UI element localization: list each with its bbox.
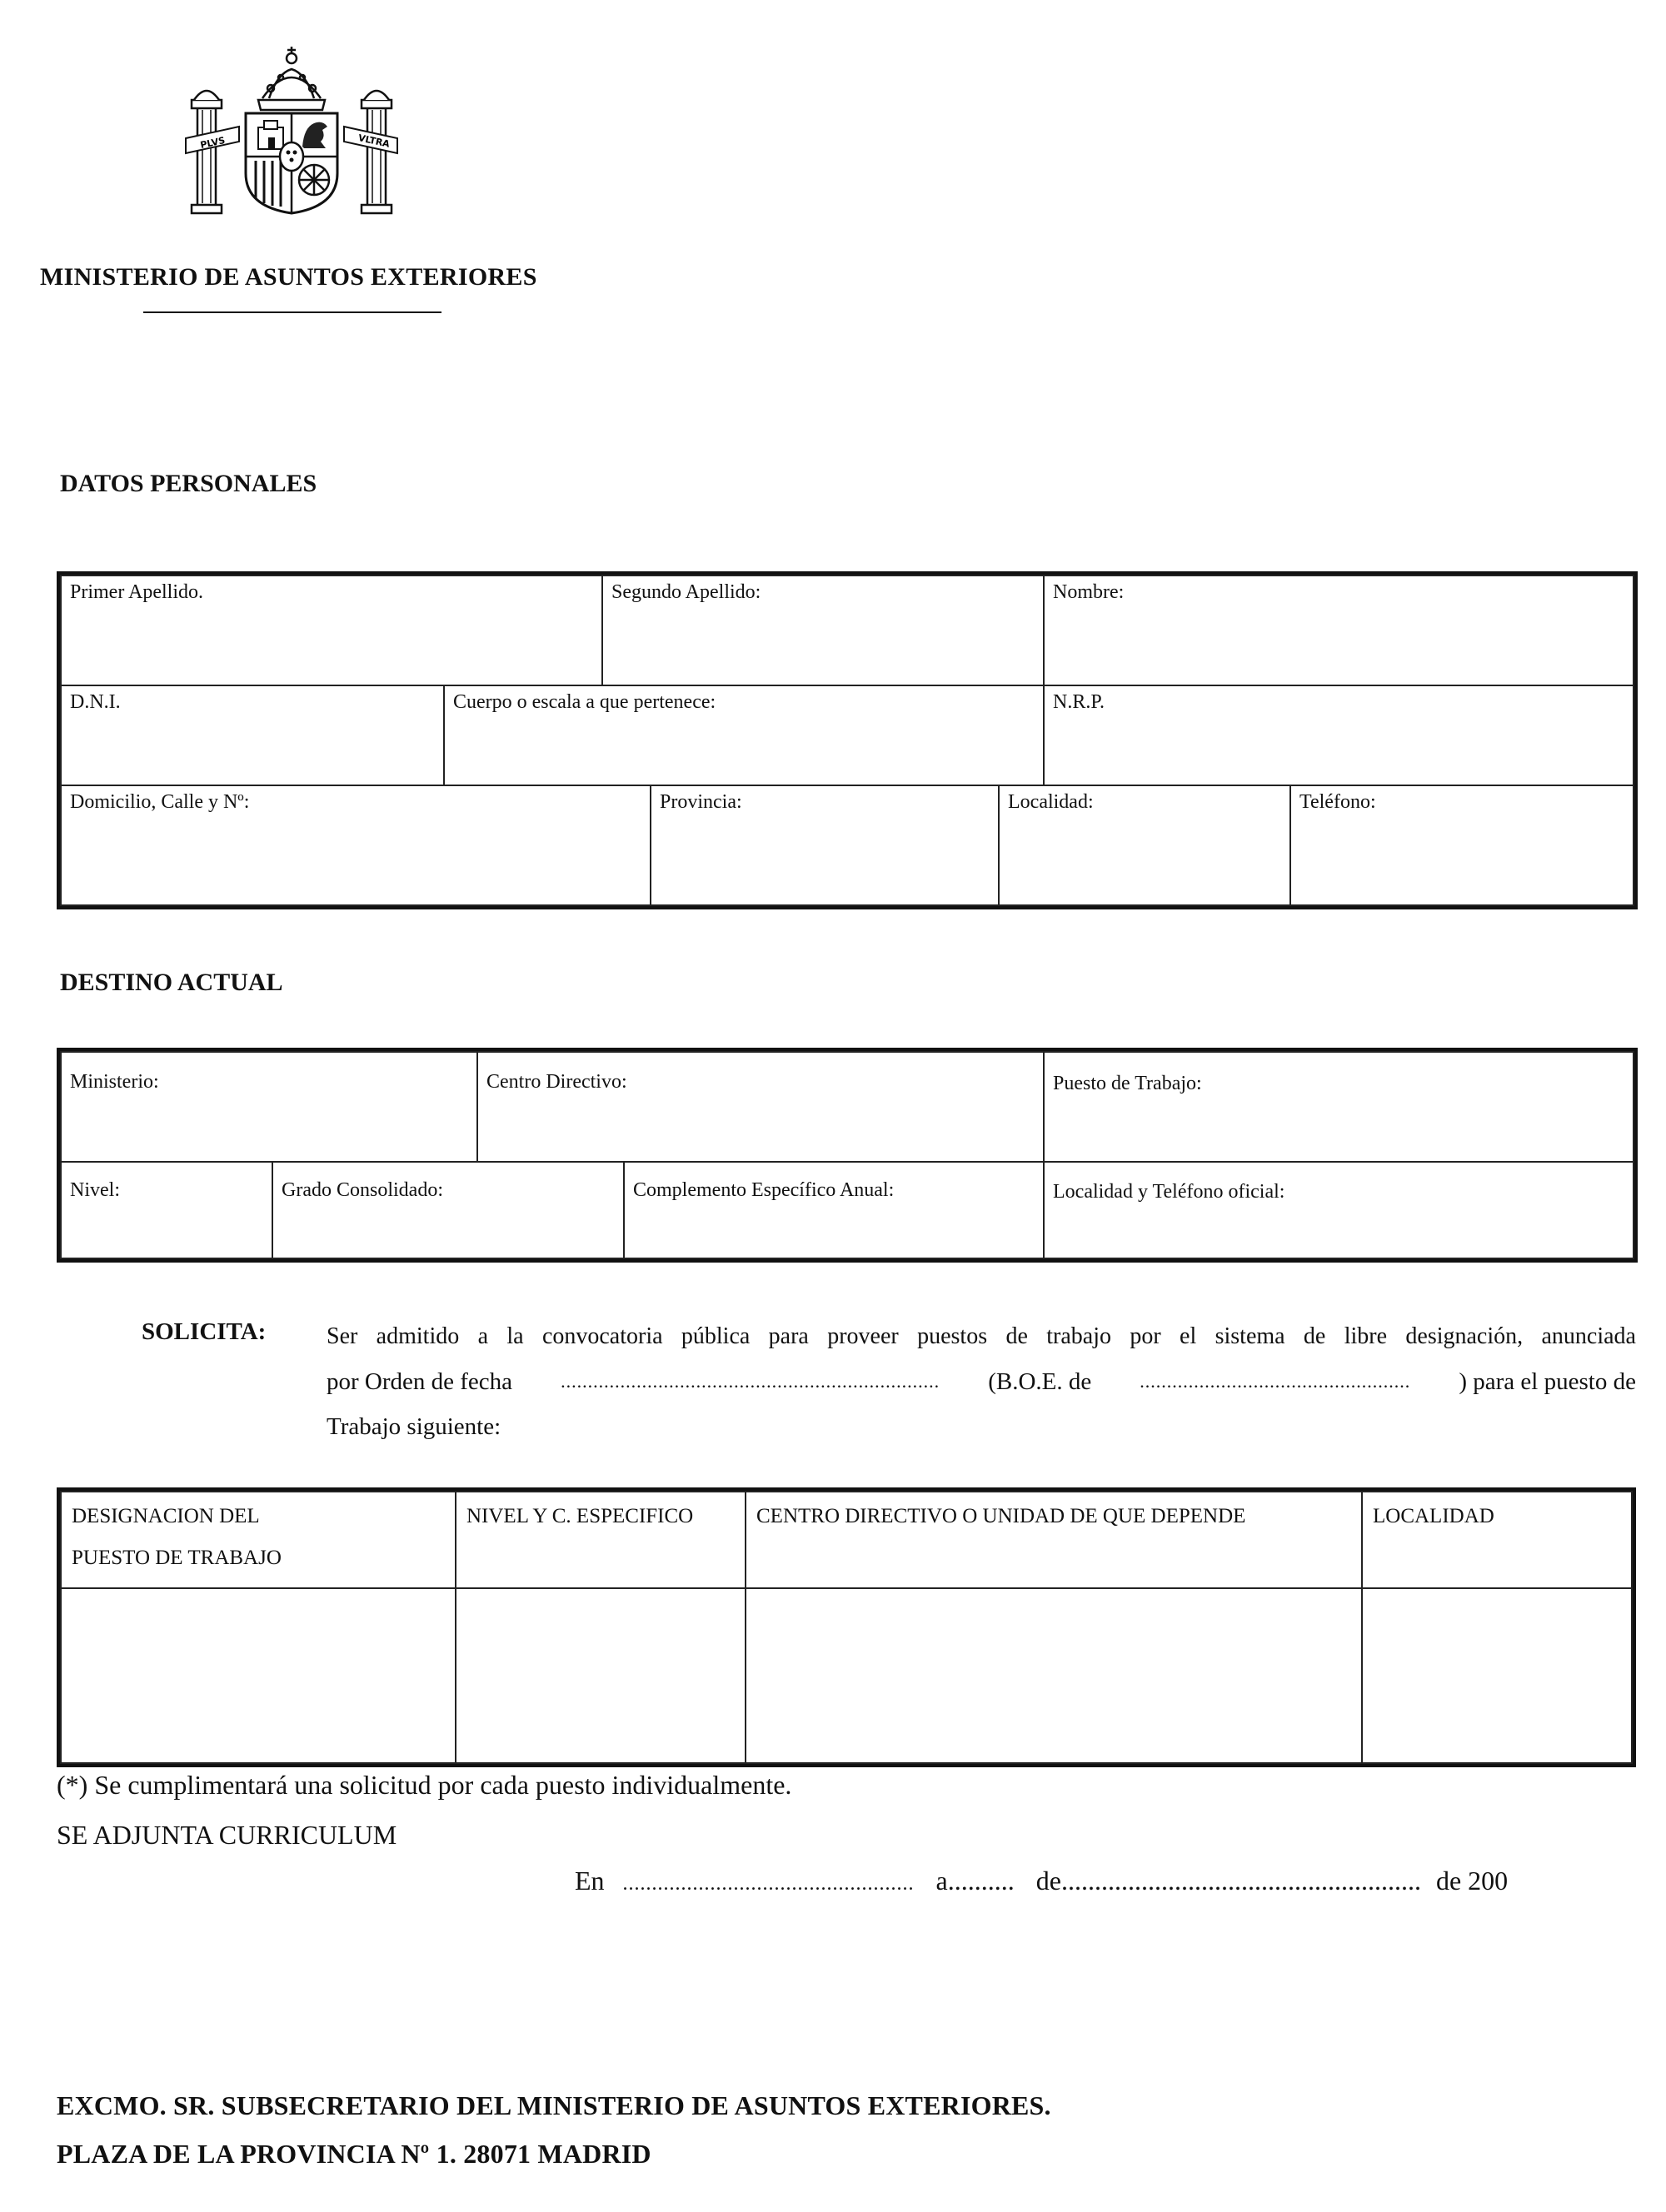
field-nombre[interactable] [1043,575,1634,686]
field-telefono[interactable] [1289,785,1634,906]
field-puesto-trabajo[interactable] [1043,1051,1634,1163]
date-en-label: En [575,1866,605,1896]
solicita-line-2 [327,1359,1636,1404]
puesto-solicitado-table [57,1487,1636,1767]
input-localidad[interactable] [1361,1587,1633,1764]
section-title-personal: DATOS PERSONALES [60,470,317,497]
header-designacion-line1: DESIGNACION DEL [72,1505,260,1527]
input-centro-directivo[interactable] [745,1587,1363,1764]
field-nivel[interactable] [60,1161,273,1259]
solicita-paragraph [327,1314,1636,1449]
month-blank[interactable]: de...................................................... [1035,1866,1421,1896]
header-localidad [1361,1491,1633,1589]
label-localidad: Localidad: [1008,791,1094,813]
solicita-line-1-text: Ser admitido a la convocatoria pública para proveer puestos de trabajo por el sistema de libre designación, anunciada [327,1323,1636,1349]
label-nrp: N.R.P. [1053,691,1105,713]
input-nivel-especifico[interactable] [455,1587,746,1764]
header-nivel-especifico-text: NIVEL Y C. ESPECIFICO [466,1505,694,1527]
address-line: PLAZA DE LA PROVINCIA Nº 1. 28071 MADRID [57,2139,651,2169]
field-domicilio[interactable] [60,785,651,906]
label-complemento-especifico: Complemento Específico Anual: [633,1179,895,1201]
motto-left: PLVS [199,134,227,151]
field-centro-directivo[interactable] [476,1051,1045,1163]
destino-actual-table [57,1048,1638,1263]
field-provincia[interactable] [650,785,1000,906]
field-cuerpo-escala[interactable] [443,685,1045,786]
label-telefono: Teléfono: [1299,791,1376,813]
label-nivel: Nivel: [70,1179,120,1201]
label-nombre: Nombre: [1053,581,1125,603]
boe-date-blank[interactable]: .................................................. [1140,1371,1411,1392]
footnote: (*) Se cumplimentará una solicitud por cada puesto individualmente. [57,1770,792,1800]
orden-fecha-blank[interactable]: ...................................................................... [561,1371,940,1392]
section-title-destino: DESTINO ACTUAL [60,969,283,996]
label-primer-apellido: Primer Apellido. [70,581,203,603]
field-nrp[interactable] [1043,685,1634,786]
ministry-name: MINISTERIO DE ASUNTOS EXTERIORES [40,263,537,291]
header-localidad-text: LOCALIDAD [1373,1505,1494,1527]
curriculum-note: SE ADJUNTA CURRICULUM [57,1820,397,1850]
label-puesto-trabajo: Puesto de Trabajo: [1053,1073,1202,1094]
label-provincia: Provincia: [660,791,742,813]
day-blank[interactable]: a.......... [935,1866,1015,1896]
header-nivel-especifico [455,1491,746,1589]
field-dni[interactable] [60,685,445,786]
field-primer-apellido[interactable] [60,575,603,686]
addressee-line: EXCMO. SR. SUBSECRETARIO DEL MINISTERIO DE ASUNTOS EXTERIORES. [57,2090,1051,2120]
label-domicilio: Domicilio, Calle y Nº: [70,791,250,813]
field-grado-consolidado[interactable] [272,1161,625,1259]
label-dni: D.N.I. [70,691,121,713]
field-segundo-apellido[interactable] [601,575,1045,686]
orden-fecha-label: por Orden de fecha [327,1368,513,1395]
header-centro-directivo [745,1491,1363,1589]
boe-label: (B.O.E. de [988,1368,1092,1395]
ministry-underline [143,311,441,313]
solicita-line-3: Trabajo siguiente: [327,1413,501,1440]
label-localidad-telefono-oficial: Localidad y Teléfono oficial: [1053,1181,1285,1203]
year-blank[interactable]: de 200 [1435,1866,1509,1896]
header-centro-directivo-text: CENTRO DIRECTIVO O UNIDAD DE QUE DEPENDE [756,1505,1246,1527]
personal-data-table [57,571,1638,909]
input-designacion[interactable] [60,1587,456,1764]
motto-right: VLTRA [357,132,391,150]
date-place-line [575,1866,1508,1896]
label-ministerio: Ministerio: [70,1071,159,1093]
label-segundo-apellido: Segundo Apellido: [611,581,761,603]
field-complemento-especifico[interactable] [623,1161,1045,1259]
solicita-line-1 [327,1314,1636,1359]
label-cuerpo-escala: Cuerpo o escala a que pertenece: [453,691,716,713]
header-designacion [60,1491,456,1589]
label-grado-consolidado: Grado Consolidado: [282,1179,443,1201]
field-localidad[interactable] [998,785,1291,906]
coat-of-arms-icon [179,40,404,219]
field-ministerio[interactable] [60,1051,478,1163]
header-designacion-line2: PUESTO DE TRABAJO [72,1547,282,1569]
label-centro-directivo: Centro Directivo: [486,1071,627,1093]
solicita-label: SOLICITA: [142,1318,267,1345]
field-localidad-telefono-oficial[interactable] [1043,1161,1634,1259]
place-blank[interactable]: .................................................. [622,1873,915,1895]
puesto-label: ) para el puesto de [1459,1368,1636,1395]
